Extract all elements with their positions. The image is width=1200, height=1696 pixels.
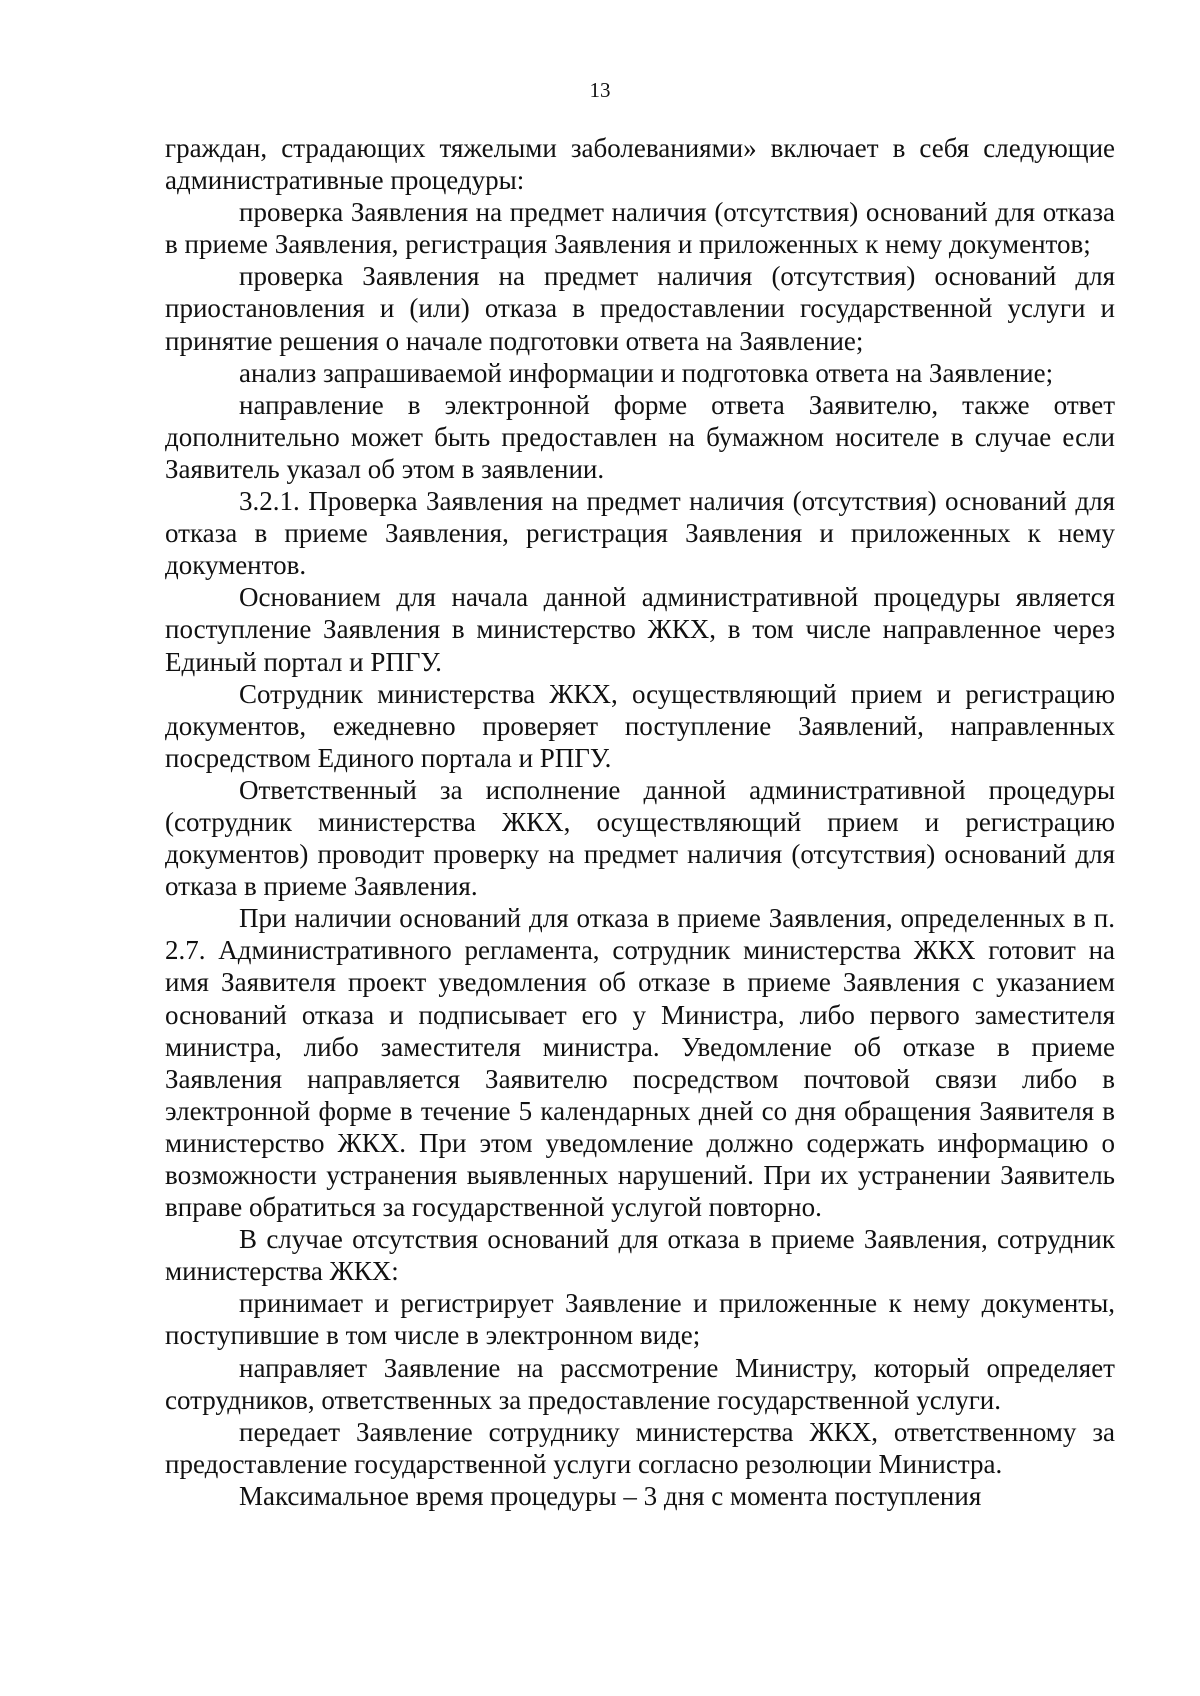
document-body (165, 132, 1115, 1512)
paragraph: Основанием для начала данной административной процедуры является поступление Заявления в министерство ЖКХ, в том числе направленное через Единый портал и РПГУ. (165, 582, 1115, 677)
paragraph: В случае отсутствия оснований для отказа в приеме Заявления, сотрудник министерства ЖКХ: (165, 1224, 1115, 1287)
paragraph: проверка Заявления на предмет наличия (отсутствия) оснований для приостановления и (или) отказа в предоставлении государственной услуги и принятие решения о начале подготовки ответа на Заявление; (165, 261, 1115, 356)
paragraph: Сотрудник министерства ЖКХ, осуществляющий прием и регистрацию документов, ежедневно проверяет поступление Заявлений, направленных посредством Единого портала и РПГУ. (165, 678, 1115, 773)
paragraph: анализ запрашиваемой информации и подготовка ответа на Заявление; (239, 357, 1054, 388)
paragraph: При наличии оснований для отказа в приеме Заявления, определенных в п. 2.7. Административного регламента, сотрудник министерства ЖКХ готовит на имя Заявителя проект уведомления об отказе в приеме Заявления с указанием оснований отказа и подписывает его у Министра, либо первого заместителя министра, либо заместителя министра. Уведомление об отказе в приеме Заявления направляется Заявителю посредством почтовой связи либо в электронной форме в течение 5 календарных дней со дня обращения Заявителя в министерство ЖКХ. При этом уведомление должно содержать информацию о возможности устранения выявленных нарушений. При их устранении Заявитель вправе обратиться за государственной услугой повторно. (165, 903, 1115, 1223)
paragraph: Максимальное время процедуры – 3 дня с момента поступления (239, 1480, 982, 1511)
paragraph: направление в электронной форме ответа Заявителю, также ответ дополнительно может быть предоставлен на бумажном носителе в случае если Заявитель указал об этом в заявлении. (165, 389, 1115, 484)
paragraph: проверка Заявления на предмет наличия (отсутствия) оснований для отказа в приеме Заявления, регистрация Заявления и приложенных к нему документов; (165, 197, 1115, 260)
paragraph: передает Заявление сотруднику министерства ЖКХ, ответственному за предоставление государственной услуги согласно резолюции Министра. (165, 1416, 1115, 1479)
page-number: 13 (589, 78, 611, 102)
paragraph: 3.2.1. Проверка Заявления на предмет наличия (отсутствия) оснований для отказа в приеме Заявления, регистрация Заявления и приложенных к нему документов. (165, 486, 1115, 581)
paragraph: направляет Заявление на рассмотрение Министру, который определяет сотрудников, ответственных за предоставление государственной услуги. (165, 1352, 1115, 1415)
paragraph: Ответственный за исполнение данной административной процедуры (сотрудник министерства ЖКХ, осуществляющий прием и регистрацию документов) проводит проверку на предмет наличия (отсутствия) оснований для отказа в приеме Заявления. (165, 774, 1115, 902)
paragraph: граждан, страдающих тяжелыми заболеваниями» включает в себя следующие административные процедуры: (165, 133, 1115, 196)
paragraph: принимает и регистрирует Заявление и приложенные к нему документы, поступившие в том числе в электронном виде; (165, 1288, 1115, 1351)
